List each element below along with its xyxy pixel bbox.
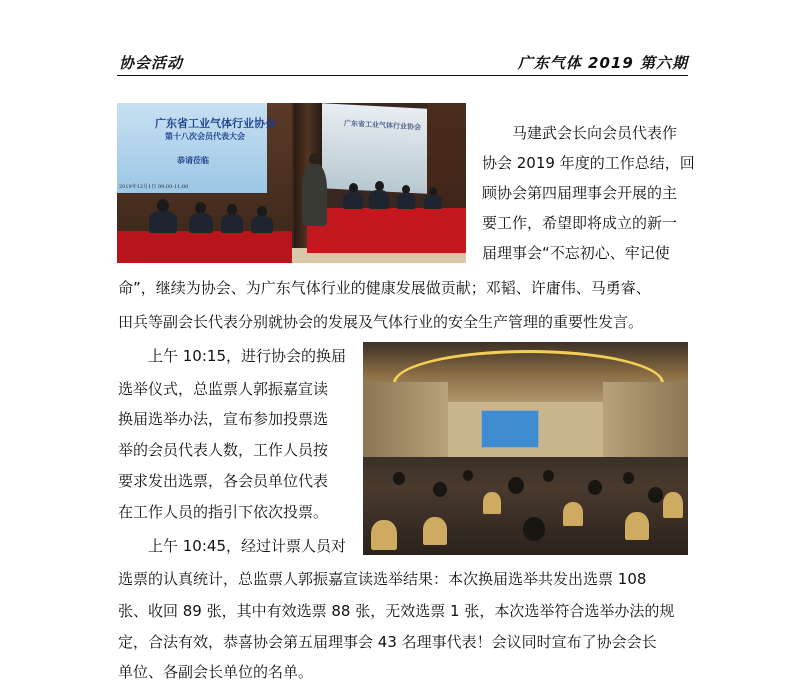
screen2-title: 广东省工业气体行业协会	[344, 118, 421, 132]
chair	[663, 492, 683, 518]
paragraph-3-line: 选票的认真统计，总监票人郭振嘉宣读选举结果：本次换届选举共发出选票 108	[118, 570, 647, 588]
person-head	[543, 470, 554, 482]
header-divider	[117, 75, 688, 76]
chair	[371, 520, 397, 550]
paragraph-3-line: 上午 10:45，经过计票人员对	[148, 537, 346, 555]
paragraph-2-line: 要求发出选票，各会员单位代表	[118, 472, 329, 490]
chair	[563, 502, 583, 526]
paragraph-2-line: 选举仪式，总监票人郭振嘉宣读	[118, 380, 329, 398]
paragraph-2-line: 换届选举办法，宣布参加投票选	[118, 410, 329, 428]
person-head	[623, 472, 634, 484]
paragraph-1-line: 届理事会“不忘初心、牢记使	[482, 244, 670, 262]
person	[221, 214, 243, 233]
person	[369, 190, 389, 209]
meeting-photo-hall	[363, 342, 688, 555]
person	[397, 193, 415, 209]
paragraph-1-line: 协会 2019 年度的工作总结，回	[482, 154, 695, 172]
paragraph-1-line: 田兵等副会长代表分别就协会的发展及气体行业的安全生产管理的重要性发言。	[118, 313, 644, 331]
person-head	[393, 472, 405, 485]
person-head	[523, 517, 545, 541]
screen-greeting: 恭请莅临	[177, 155, 209, 165]
person-head	[508, 477, 524, 494]
person	[424, 195, 442, 209]
person-head	[588, 480, 602, 495]
hall-projection-screen	[481, 410, 539, 448]
paragraph-1-line: 命”，继续为协会、为广东气体行业的健康发展做贡献；邓韬、许庸伟、马勇睿、	[118, 279, 651, 297]
chair	[483, 492, 501, 514]
screen-title: 广东省工业气体行业协会	[155, 117, 276, 130]
paragraph-1-line: 要工作，希望即将成立的新一	[482, 214, 678, 232]
paragraph-2-line: 在工作人员的指引下依次投票。	[118, 503, 329, 521]
paragraph-2-line: 上午 10:15，进行协会的换届	[148, 347, 346, 365]
red-table-right	[307, 208, 466, 253]
person	[251, 216, 273, 233]
paragraph-1-line: 顾协会第四届理事会开展的主	[482, 184, 678, 202]
person-head	[463, 470, 473, 481]
projection-screen-left	[117, 103, 276, 193]
screen-subtitle: 第十八次会员代表大会	[165, 131, 245, 141]
paragraph-3-line: 定，合法有效，恭喜协会第五届理事会 43 名理事代表！会议同时宣布了协会会长	[118, 633, 657, 651]
screen-date: 2019年12月1日 09:00-11:00	[119, 184, 189, 190]
person	[189, 213, 213, 233]
header-section-title: 协会活动	[119, 54, 184, 72]
person-head	[433, 482, 447, 497]
chair	[625, 512, 649, 540]
paragraph-3-line: 单位、各副会长单位的名单。	[118, 663, 314, 681]
paragraph-3-line: 张、收回 89 张，其中有效选票 88 张，无效选票 1 张，本次选举符合选举办法的规	[118, 602, 675, 620]
audience-area	[363, 457, 688, 555]
person-head	[648, 487, 663, 503]
header-issue-title: 广东气体 2019 第六期	[517, 54, 688, 72]
person	[343, 192, 363, 209]
red-table-left	[117, 231, 292, 263]
standing-speaker	[302, 164, 327, 226]
person	[149, 211, 177, 233]
paragraph-1-line: 马建武会长向会员代表作	[512, 124, 678, 142]
chair	[423, 517, 447, 545]
projection-screen-right	[322, 103, 427, 194]
meeting-photo-podium	[117, 103, 466, 263]
paragraph-2-line: 举的会员代表人数，工作人员按	[118, 441, 329, 459]
